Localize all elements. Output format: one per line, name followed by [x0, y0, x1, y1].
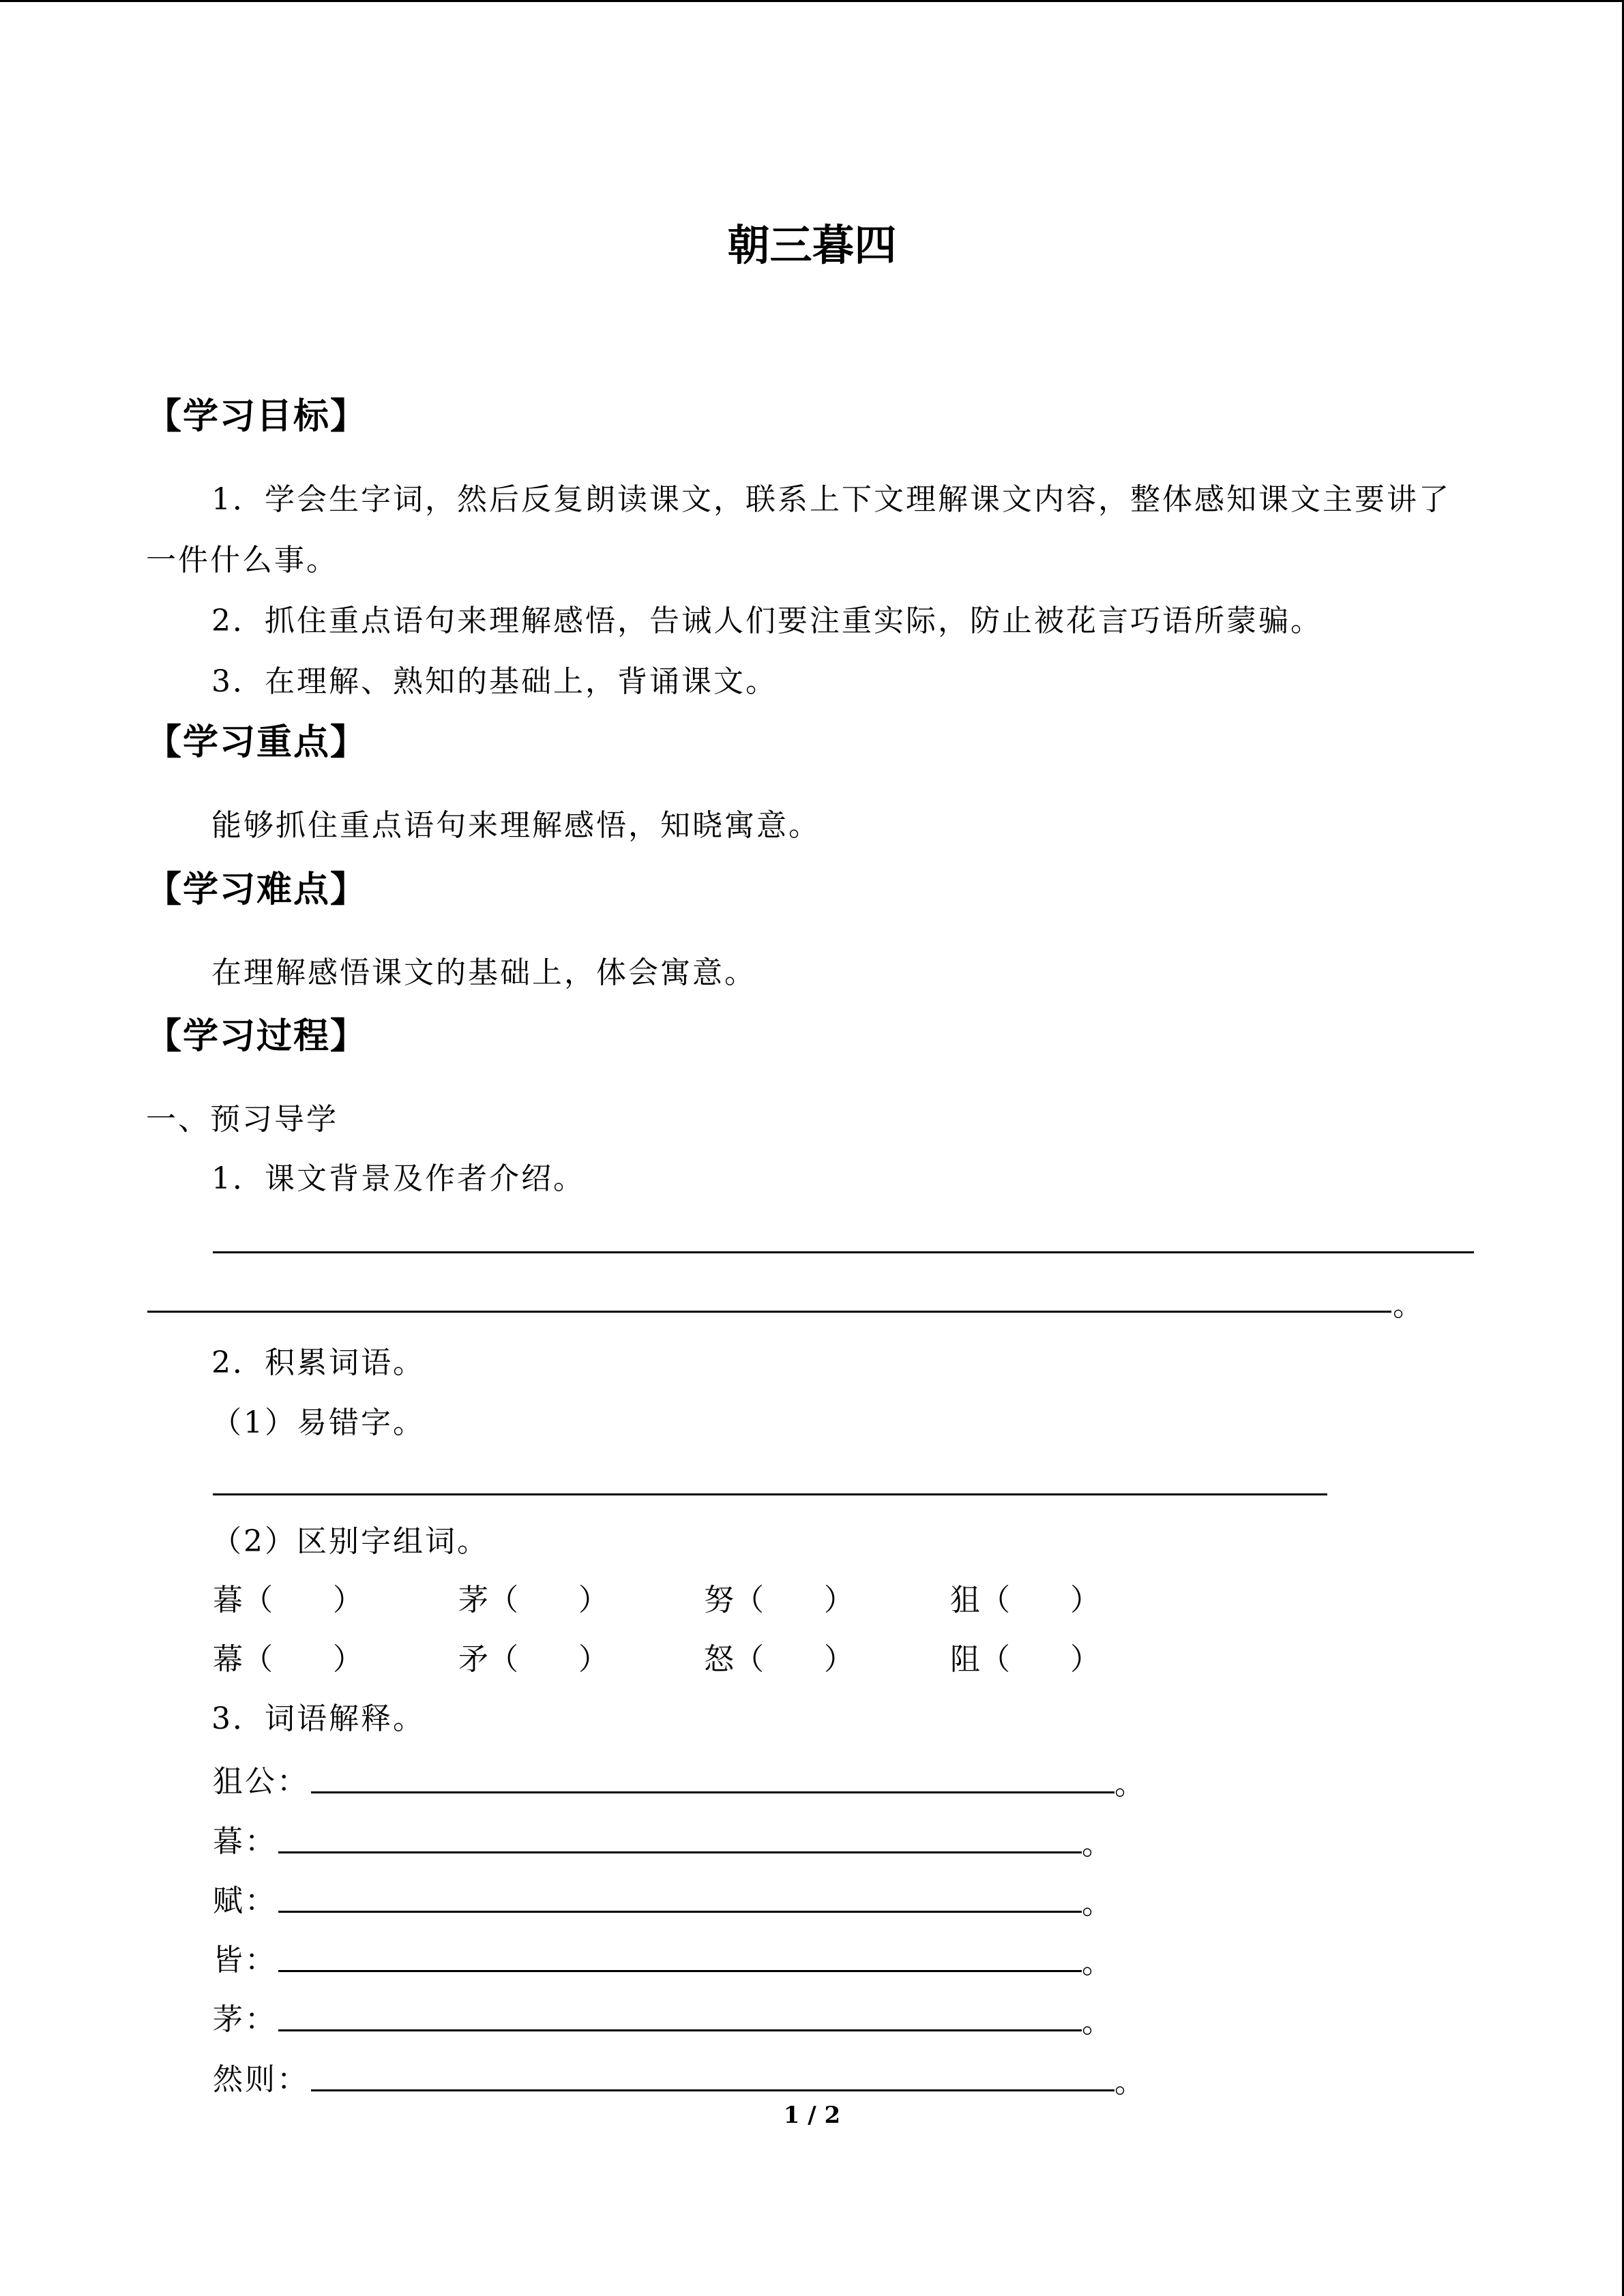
term-end-2: 。: [1082, 1827, 1114, 1862]
term-label-5: 茅：: [213, 2002, 277, 2037]
term-end-4: 。: [1082, 1945, 1114, 1980]
term-answer-line-6[interactable]: [311, 2089, 1114, 2091]
char-pair-r1-c3[interactable]: 努（ ）: [704, 1583, 854, 1617]
process-heading: 【学习过程】: [146, 1016, 368, 1057]
term-answer-line-1[interactable]: [311, 1791, 1114, 1793]
term-end-5: 。: [1082, 2005, 1114, 2040]
term-end-3: 。: [1082, 1886, 1114, 1921]
key-points-heading: 【学习重点】: [146, 722, 368, 763]
term-answer-line-2[interactable]: [278, 1851, 1082, 1853]
char-pair-r1-c1[interactable]: 暮（ ）: [213, 1583, 363, 1617]
difficulties-heading: 【学习难点】: [146, 869, 368, 910]
term-answer-line-5[interactable]: [278, 2029, 1082, 2031]
term-label-1: 狙公：: [213, 1764, 309, 1799]
char-pair-r2-c4[interactable]: 阻（ ）: [950, 1642, 1100, 1677]
answer-line-q2-sub-1[interactable]: [213, 1493, 1327, 1495]
char-pair-r2-c1[interactable]: 幕（ ）: [213, 1642, 363, 1677]
term-answer-line-3[interactable]: [278, 1911, 1082, 1913]
char-pair-r2-c2[interactable]: 矛（ ）: [458, 1642, 608, 1677]
page-number: 1 / 2: [783, 2102, 841, 2129]
page-border-top: [0, 0, 1624, 2]
objective-item-1-line-2: 一件什么事。: [146, 543, 338, 578]
key-points-text: 能够抓住重点语句来理解感悟，知晓寓意。: [211, 808, 821, 843]
objectives-heading: 【学习目标】: [146, 396, 368, 437]
question-2-sub-1: （1）易错字。: [211, 1405, 425, 1440]
question-3: 3．词语解释。: [211, 1701, 425, 1736]
question-2-sub-2: （2）区别字组词。: [211, 1524, 489, 1559]
term-label-2: 暮：: [213, 1824, 277, 1859]
page-title: 朝三暮四: [727, 220, 897, 270]
term-label-4: 皆：: [213, 1943, 277, 1978]
char-pair-r2-c3[interactable]: 怒（ ）: [704, 1642, 854, 1677]
objective-item-3: 3．在理解、熟知的基础上，背诵课文。: [211, 664, 778, 699]
char-pair-r1-c2[interactable]: 茅（ ）: [458, 1583, 608, 1617]
term-end-1: 。: [1114, 1767, 1147, 1802]
difficulties-text: 在理解感悟课文的基础上，体会寓意。: [211, 955, 756, 990]
objective-item-2: 2．抓住重点语句来理解感悟，告诫人们要注重实际，防止被花言巧语所蒙骗。: [211, 603, 1323, 638]
question-1: 1．课文背景及作者介绍。: [211, 1161, 585, 1196]
question-2: 2．积累词语。: [211, 1345, 425, 1380]
answer-line-q1-a[interactable]: [213, 1251, 1474, 1253]
answer-line-q1-period: 。: [1393, 1288, 1425, 1323]
char-pair-r1-c4[interactable]: 狙（ ）: [950, 1583, 1100, 1617]
term-label-6: 然则：: [213, 2062, 309, 2097]
term-answer-line-4[interactable]: [278, 1970, 1082, 1972]
term-label-3: 赋：: [213, 1883, 277, 1918]
process-part-1: 一、预习导学: [146, 1102, 338, 1137]
objective-item-1-line-1: 1．学会生字词，然后反复朗读课文，联系上下文理解课文内容，整体感知课文主要讲了: [211, 482, 1451, 517]
answer-line-q1-b[interactable]: [147, 1311, 1391, 1313]
term-end-6: 。: [1114, 2065, 1147, 2100]
